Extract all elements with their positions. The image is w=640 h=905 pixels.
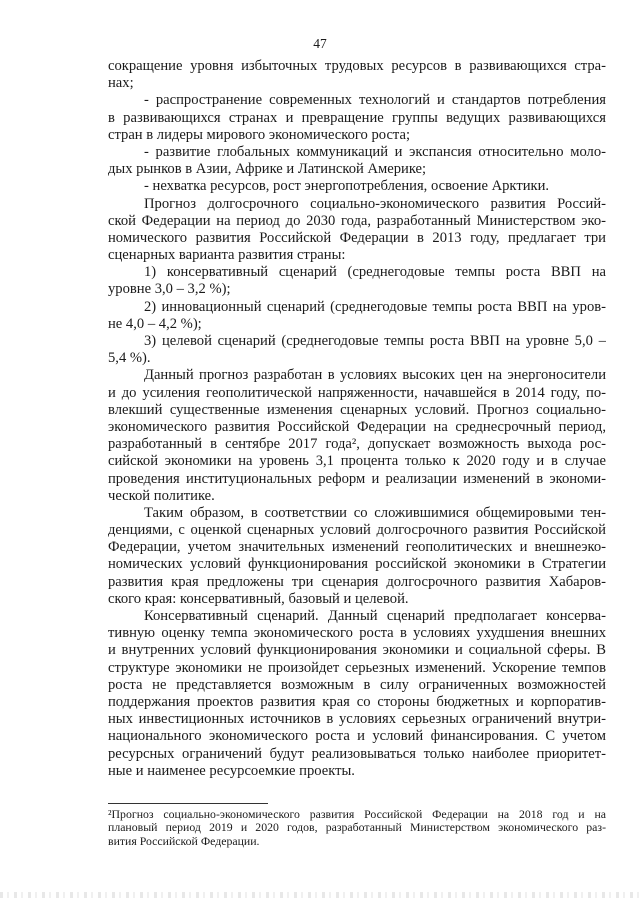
footnote: [108, 808, 606, 848]
text-line: Федерации, учетом значительных изменений геополитических и внешнеэко-: [108, 539, 606, 556]
text-line: проведения институциональных реформ и реализации изменений в экономи-: [108, 470, 606, 487]
text-line: ческой политике.: [108, 487, 215, 504]
text-line: нах;: [108, 75, 134, 92]
text-line: и внутренних условий функционирования экономики и социальной сферы. В: [108, 642, 606, 659]
text-line: дых рынков в Азии, Африке и Латинской Америке;: [108, 161, 427, 178]
text-line: ской Федерации на период до 2030 года, разработанный Министерством эко-: [108, 212, 606, 229]
body-text: [108, 58, 606, 780]
text-line: структуре экономики не произойдет серьезных изменений. Ускорение темпов: [108, 659, 606, 676]
text-line: и до усиления геополитической напряженности, начавшейся в 2014 году, по-: [108, 384, 606, 401]
text-line: Прогноз долгосрочного социально-экономического развития Россий-: [144, 195, 606, 212]
text-line: тивную оценку темпа экономического роста в условиях ухудшения внешних: [108, 625, 606, 642]
text-line: развития края предложены три сценария долгосрочного развития Хабаров-: [108, 573, 606, 590]
text-line: национального экономического роста и условий финансирования. С учетом: [108, 728, 606, 745]
text-line: 3) целевой сценарий (среднегодовые темпы роста ВВП на уровне 5,0 –: [144, 333, 606, 349]
text-line: Консервативный сценарий. Данный сценарий предполагает консерва-: [144, 608, 606, 624]
text-line: ского края: консервативный, базовый и целевой.: [108, 590, 409, 607]
text-line: ные и наименее ресурсоемкие проекты.: [108, 762, 355, 779]
text-line: - нехватка ресурсов, рост энергопотребления, освоение Арктики.: [144, 178, 550, 195]
text-line: - развитие глобальных коммуникаций и экспансия относительно моло-: [144, 143, 606, 160]
text-line: разработанный в сентябре 2017 года², допускает возможность выхода рос-: [108, 436, 606, 453]
text-line: в развивающихся странах и превращение группы ведущих развивающихся: [108, 109, 606, 126]
text-line: не 4,0 – 4,2 %);: [108, 315, 202, 332]
text-line: сценарных варианта развития страны:: [108, 247, 346, 264]
text-line: стран в лидеры мирового экономического роста;: [108, 126, 411, 143]
text-line: сокращение уровня избыточных трудовых ресурсов в развивающихся стра-: [108, 58, 606, 74]
text-line: - распространение современных технологий и стандартов потребления: [144, 92, 606, 109]
text-line: поддержания проектов развития края со стороны бюджетных и корпоратив-: [108, 693, 606, 710]
text-line: роста не представляется возможным в силу ограниченных возможностей: [108, 676, 606, 693]
footnote-line: ²Прогноз социально-экономического развития Российской Федерации на 2018 год и на: [108, 808, 606, 821]
footnote-line: вития Российской Федерации.: [108, 834, 260, 848]
text-line: Таким образом, в соответствии со сложившимися общемировыми тен-: [144, 504, 606, 521]
text-line: уровне 3,0 – 3,2 %);: [108, 281, 231, 298]
footnote-line: плановый период 2019 и 2020 годов, разработанный Министерством экономического раз-: [108, 821, 606, 835]
text-line: денциями, с оценкой сценарных условий долгосрочного развития Российской: [108, 522, 606, 539]
text-line: экономического развития Российской Федерации на среднесрочный период,: [108, 418, 606, 435]
scan-artifact-strip: [0, 892, 640, 898]
text-line: влекший существенные изменения сценарных условий. Прогноз социально-: [108, 401, 606, 418]
text-line: 2) инновационный сценарий (среднегодовые темпы роста ВВП на уров-: [144, 298, 606, 315]
text-line: 5,4 %).: [108, 350, 151, 367]
text-line: ресурсных ограничений будут реализовываться только наиболее приоритет-: [108, 745, 606, 762]
page-number: 47: [313, 36, 327, 51]
footnote-divider: [108, 803, 268, 804]
text-line: 1) консервативный сценарий (среднегодовые темпы роста ВВП на: [144, 264, 606, 281]
text-line: Данный прогноз разработан в условиях высоких цен на энергоносители: [144, 367, 606, 384]
text-line: сийской экономики на уровень 3,1 процента только к 2020 году и в случае: [108, 453, 606, 470]
text-line: номических условий функционирования российской экономики в Стратегии: [108, 556, 606, 573]
text-line: номического развития Российской Федерации в 2013 году, предлагает три: [108, 229, 606, 246]
text-line: ных инвестиционных источников в условиях серьезных ограничений внутри-: [108, 711, 606, 728]
